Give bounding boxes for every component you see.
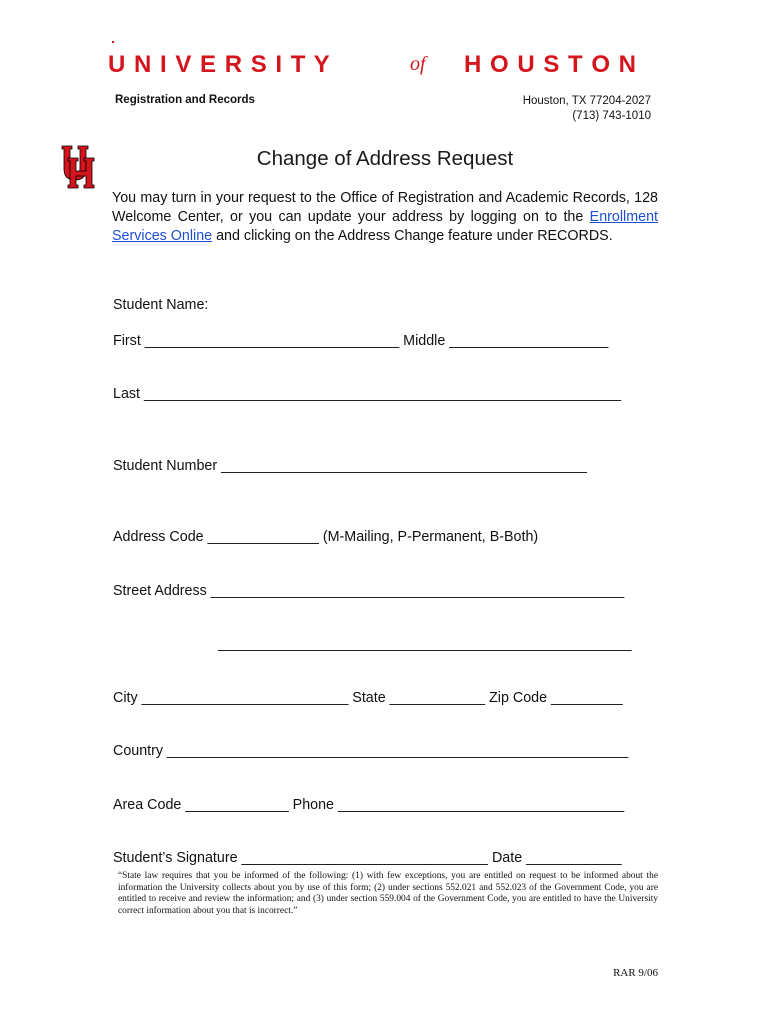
first-middle-name-field[interactable]: First ________________________________ Middle ____________________: [113, 333, 609, 349]
phone-number: (713) 743-1010: [572, 110, 651, 122]
wordmark-university: U N I V E R S I T Y: [108, 51, 330, 78]
enrollment-services-link[interactable]: Enrollment Services Online: [112, 209, 658, 244]
street-address-field-line2[interactable]: ____________________________________________________: [218, 636, 632, 652]
intro-text: You may turn in your request to the Office of Registration and Academic Records, 128 Welcome Center, or you can update your address by logging on to the: [112, 190, 658, 225]
university-wordmark: [0, 51, 770, 81]
wordmark-houston: H O U S T O N: [464, 51, 637, 78]
intro-text-end: and clicking on the Address Change feature under RECORDS.: [212, 228, 613, 244]
student-name-label: Student Name:: [113, 297, 209, 313]
last-name-field[interactable]: Last ____________________________________________________________: [113, 386, 622, 402]
wordmark-of: of: [410, 53, 426, 75]
country-field[interactable]: Country __________________________________________________________: [113, 743, 629, 759]
signature-date-field[interactable]: Student’s Signature _______________________________ Date ____________: [113, 850, 622, 866]
contact-block: [523, 94, 651, 124]
area-code-phone-field[interactable]: Area Code _____________ Phone ____________________________________: [113, 797, 625, 813]
wordmark-dot: [112, 41, 114, 43]
city-state-zip-field[interactable]: City __________________________ State ____________ Zip Code _________: [113, 690, 623, 706]
student-number-field[interactable]: Student Number ______________________________________________: [113, 458, 587, 474]
street-address-field[interactable]: Street Address ____________________________________________________: [113, 583, 625, 599]
address-code-field[interactable]: Address Code ______________ (M-Mailing, P-Permanent, B-Both): [113, 529, 539, 545]
state-law-notice: “State law requires that you be informed of the following: (1) with few exceptions, you are entitled on request to be informed about the information the University collects about you by use of this form; (2) under sections 552.021 and 552.023 of the Government Code, you are entitled to receive and review the information; and (3) under section 559.004 of the Government Code, you are entitled to have the University correct information about you that is incorrect.”: [118, 871, 658, 916]
form-code: RAR 9/06: [613, 967, 658, 979]
department-name: Registration and Records: [115, 94, 255, 106]
form-title: Change of Address Request: [256, 147, 514, 170]
intro-paragraph: [112, 189, 658, 246]
address-line: Houston, TX 77204-2027: [522, 95, 651, 107]
